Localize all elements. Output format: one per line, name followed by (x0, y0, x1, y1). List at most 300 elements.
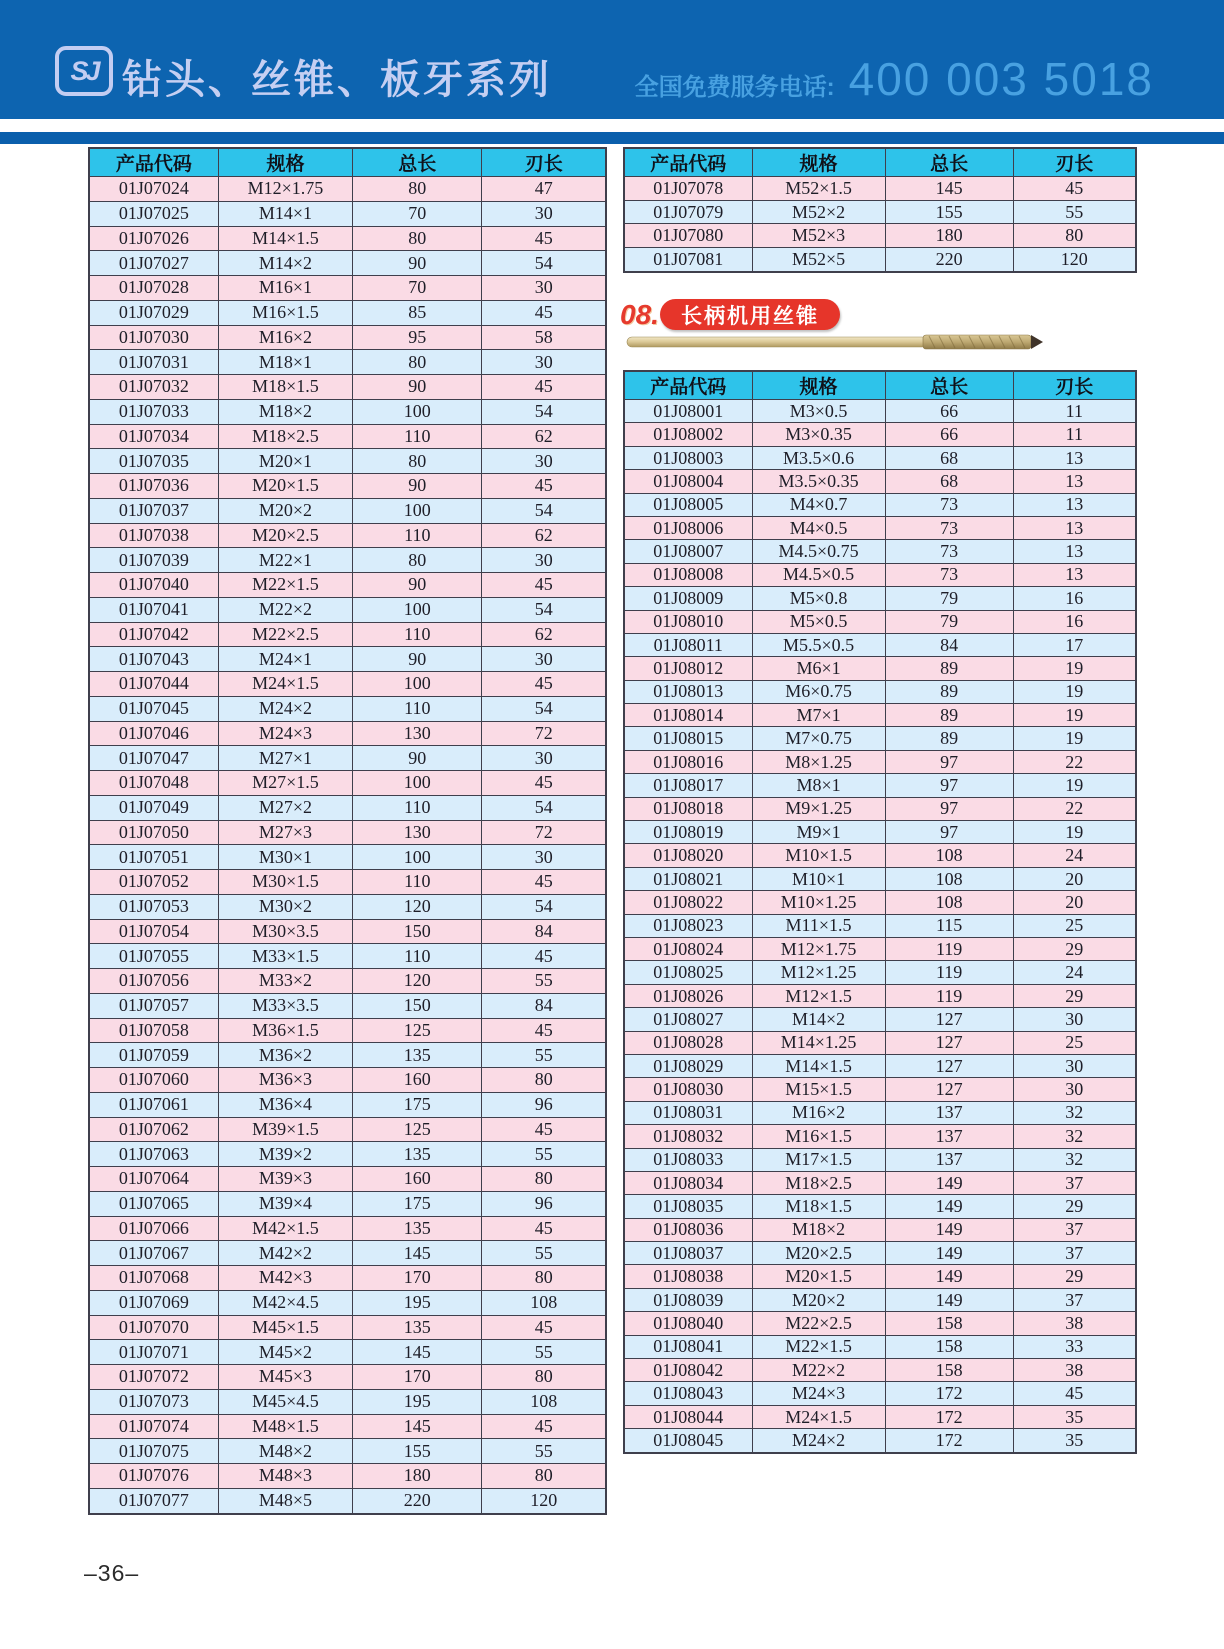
table-row (89, 696, 606, 721)
table-row (89, 1216, 606, 1241)
table-cell: 72 (482, 820, 606, 845)
table-cell: M24×2 (218, 696, 352, 721)
table-row (89, 672, 606, 697)
table-cell: 47 (482, 177, 606, 202)
table-row (624, 470, 1136, 493)
table-row (89, 1315, 606, 1340)
table-cell: 70 (353, 201, 482, 226)
table-cell: M45×2 (218, 1340, 352, 1365)
table-cell: M18×1.5 (752, 1195, 885, 1218)
table-cell: 80 (1013, 224, 1136, 248)
table-row (89, 226, 606, 251)
table-cell: 01J07046 (89, 721, 218, 746)
table-row (89, 1018, 606, 1043)
section-title-label: 长柄机用丝锥 (681, 304, 819, 328)
table-cell: 45 (482, 474, 606, 499)
table-row (89, 1266, 606, 1291)
table-row (624, 610, 1136, 633)
header-divider (0, 132, 1224, 144)
table-row (624, 493, 1136, 516)
table-cell: M10×1.25 (752, 891, 885, 914)
table-cell: M10×1.5 (752, 844, 885, 867)
table-cell: 32 (1013, 1101, 1136, 1124)
table-cell: 150 (353, 919, 482, 944)
table-cell: 01J08040 (624, 1312, 752, 1335)
table-cell: M16×1.5 (752, 1125, 885, 1148)
table-cell: 01J07038 (89, 523, 218, 548)
table-cell: 45 (482, 1216, 606, 1241)
table-header-row (89, 148, 606, 177)
table-cell: M12×1.25 (752, 961, 885, 984)
table-row (89, 1241, 606, 1266)
table-cell: M3.5×0.35 (752, 470, 885, 493)
table-row (89, 1464, 606, 1489)
table-cell: M24×1.5 (218, 672, 352, 697)
table-row (89, 1340, 606, 1365)
table-row (89, 870, 606, 895)
table-cell: 149 (885, 1288, 1013, 1311)
table-cell: 30 (482, 845, 606, 870)
table-cell: 68 (885, 470, 1013, 493)
table-cell: M45×4.5 (218, 1389, 352, 1414)
column-header: 刃长 (482, 148, 606, 177)
table-cell: 45 (482, 870, 606, 895)
table-cell: 01J07074 (89, 1414, 218, 1439)
table-cell: 01J08017 (624, 774, 752, 797)
table-cell: 120 (1013, 248, 1136, 272)
table-cell: 19 (1013, 727, 1136, 750)
table-cell: 01J07048 (89, 771, 218, 796)
table-cell: 01J07079 (624, 200, 752, 224)
table-cell: 01J07050 (89, 820, 218, 845)
table-cell: 45 (1013, 177, 1136, 201)
table-cell: 01J08009 (624, 587, 752, 610)
table-cell: 01J07033 (89, 399, 218, 424)
table-cell: 01J07081 (624, 248, 752, 272)
table-cell: 158 (885, 1312, 1013, 1335)
table-cell: 01J08038 (624, 1265, 752, 1288)
table-row (89, 251, 606, 276)
table-row (89, 919, 606, 944)
table-row (89, 1068, 606, 1093)
table-cell: M9×1.25 (752, 797, 885, 820)
table-cell: 01J07056 (89, 969, 218, 994)
table-cell: 01J08005 (624, 493, 752, 516)
table-cell: M6×1 (752, 657, 885, 680)
table-cell: 01J07080 (624, 224, 752, 248)
table-cell: 45 (482, 1018, 606, 1043)
table-cell: 01J07028 (89, 276, 218, 301)
table-cell: 84 (482, 993, 606, 1018)
table-cell: 01J07071 (89, 1340, 218, 1365)
table-cell: 89 (885, 704, 1013, 727)
table-cell: 160 (353, 1068, 482, 1093)
table-cell: 01J07039 (89, 548, 218, 573)
table-row (624, 797, 1136, 820)
table-cell: 55 (482, 1142, 606, 1167)
section-title-badge (660, 299, 840, 330)
table-cell: 30 (482, 201, 606, 226)
table-cell: 145 (353, 1340, 482, 1365)
table-cell: 108 (885, 891, 1013, 914)
table-cell: M18×2.5 (752, 1171, 885, 1194)
table-cell: 25 (1013, 914, 1136, 937)
table-cell: M22×2 (218, 597, 352, 622)
table-cell: 01J07037 (89, 498, 218, 523)
table-cell: 54 (482, 795, 606, 820)
table-cell: 45 (482, 300, 606, 325)
table-cell: 127 (885, 1008, 1013, 1031)
table-row (624, 633, 1136, 656)
table-row (624, 1382, 1136, 1405)
table-cell: 30 (482, 647, 606, 672)
column-header: 规格 (752, 371, 885, 400)
table-row (624, 1031, 1136, 1054)
table-cell: 62 (482, 622, 606, 647)
spec-table-left (88, 147, 607, 1515)
table-cell: 01J07047 (89, 746, 218, 771)
table-cell: 01J08016 (624, 750, 752, 773)
table-row (624, 844, 1136, 867)
table-cell: 37 (1013, 1218, 1136, 1241)
table-cell: 73 (885, 540, 1013, 563)
table-cell: 90 (353, 251, 482, 276)
table-cell: M45×3 (218, 1365, 352, 1390)
table-row (624, 540, 1136, 563)
table-cell: 01J07026 (89, 226, 218, 251)
table-row (89, 375, 606, 400)
table-cell: 97 (885, 821, 1013, 844)
table-row (624, 1359, 1136, 1382)
table-row (89, 622, 606, 647)
table-cell: 220 (885, 248, 1013, 272)
table-cell: 25 (1013, 1031, 1136, 1054)
table-cell: M22×1.5 (752, 1335, 885, 1358)
table-cell: 120 (353, 894, 482, 919)
table-cell: 01J07030 (89, 325, 218, 350)
table-cell: 30 (1013, 1008, 1136, 1031)
table-cell: M20×2.5 (218, 523, 352, 548)
column-header: 刃长 (1013, 148, 1136, 177)
table-cell: 79 (885, 587, 1013, 610)
table-row (89, 1142, 606, 1167)
table-cell: 01J07068 (89, 1266, 218, 1291)
table-cell: M39×1.5 (218, 1117, 352, 1142)
table-row (89, 177, 606, 202)
table-cell: 16 (1013, 587, 1136, 610)
table-cell: 01J08002 (624, 423, 752, 446)
table-cell: 01J07063 (89, 1142, 218, 1167)
table-row (624, 937, 1136, 960)
table-cell: M30×1.5 (218, 870, 352, 895)
table-cell: 01J08041 (624, 1335, 752, 1358)
table-cell: 01J08021 (624, 867, 752, 890)
table-row (89, 1167, 606, 1192)
table-row (624, 1288, 1136, 1311)
table-cell: 220 (353, 1488, 482, 1514)
table-cell: 149 (885, 1242, 1013, 1265)
column-header: 产品代码 (624, 148, 752, 177)
table-row (89, 647, 606, 672)
table-cell: 90 (353, 647, 482, 672)
table-row (89, 969, 606, 994)
table-cell: 137 (885, 1101, 1013, 1124)
table-cell: 01J08030 (624, 1078, 752, 1101)
table-cell: 45 (482, 573, 606, 598)
table-cell: 45 (482, 1414, 606, 1439)
table-cell: 100 (353, 771, 482, 796)
table-cell: M16×2 (218, 325, 352, 350)
table-cell: 108 (482, 1290, 606, 1315)
table-cell: 01J08010 (624, 610, 752, 633)
table-cell: 45 (482, 1117, 606, 1142)
table-cell: 01J07053 (89, 894, 218, 919)
table-row (89, 548, 606, 573)
table-cell: 90 (353, 375, 482, 400)
table-cell: 11 (1013, 400, 1136, 423)
table-cell: 01J08043 (624, 1382, 752, 1405)
table-cell: 70 (353, 276, 482, 301)
service-phone (635, 52, 1154, 106)
table-cell: M22×2 (752, 1359, 885, 1382)
table-cell: 19 (1013, 774, 1136, 797)
table-cell: 130 (353, 820, 482, 845)
table-cell: 30 (482, 350, 606, 375)
table-row (89, 201, 606, 226)
table-cell: 180 (885, 224, 1013, 248)
table-cell: M24×1.5 (752, 1405, 885, 1428)
table-cell: 01J07041 (89, 597, 218, 622)
table-cell: M4.5×0.75 (752, 540, 885, 563)
column-header: 产品代码 (89, 148, 218, 177)
table-cell: 01J08019 (624, 821, 752, 844)
table-cell: M16×2 (752, 1101, 885, 1124)
table-cell: 68 (885, 446, 1013, 469)
table-cell: M52×3 (752, 224, 885, 248)
table-row (89, 523, 606, 548)
table-cell: 01J07073 (89, 1389, 218, 1414)
table-cell: 80 (482, 1266, 606, 1291)
table-cell: 01J08037 (624, 1242, 752, 1265)
table-cell: M12×1.75 (752, 937, 885, 960)
table-cell: 01J07075 (89, 1439, 218, 1464)
table-cell: 01J08003 (624, 446, 752, 469)
table-cell: M33×2 (218, 969, 352, 994)
table-row (624, 750, 1136, 773)
table-row (89, 1414, 606, 1439)
table-cell: 54 (482, 597, 606, 622)
table-cell: 145 (353, 1414, 482, 1439)
table-row (89, 1191, 606, 1216)
table-cell: 01J08031 (624, 1101, 752, 1124)
column-header: 刃长 (1013, 371, 1136, 400)
table-cell: 110 (353, 622, 482, 647)
table-cell: M6×0.75 (752, 680, 885, 703)
table-cell: 13 (1013, 563, 1136, 586)
table-row (89, 1365, 606, 1390)
table-cell: M22×2.5 (218, 622, 352, 647)
table-cell: 01J07055 (89, 944, 218, 969)
table-row (89, 350, 606, 375)
table-cell: 01J08023 (624, 914, 752, 937)
table-cell: 135 (353, 1043, 482, 1068)
table-cell: 195 (353, 1389, 482, 1414)
table-cell: 54 (482, 251, 606, 276)
table-cell: M14×1.5 (218, 226, 352, 251)
table-cell: 160 (353, 1167, 482, 1192)
table-cell: M14×1.25 (752, 1031, 885, 1054)
table-cell: 54 (482, 498, 606, 523)
table-cell: 73 (885, 563, 1013, 586)
table-cell: M20×1 (218, 449, 352, 474)
table-cell: M4.5×0.5 (752, 563, 885, 586)
table-cell: 17 (1013, 633, 1136, 656)
table-cell: M8×1 (752, 774, 885, 797)
table-row (624, 774, 1136, 797)
table-row (624, 1101, 1136, 1124)
table-cell: 37 (1013, 1242, 1136, 1265)
table-cell: M20×2.5 (752, 1242, 885, 1265)
table-cell: 110 (353, 795, 482, 820)
table-cell: 135 (353, 1142, 482, 1167)
table-cell: 45 (482, 771, 606, 796)
table-cell: 01J07031 (89, 350, 218, 375)
table-cell: M16×1 (218, 276, 352, 301)
table-cell: 01J08018 (624, 797, 752, 820)
table-cell: 20 (1013, 867, 1136, 890)
table-cell: M30×3.5 (218, 919, 352, 944)
table-cell: 135 (353, 1315, 482, 1340)
table-cell: 19 (1013, 704, 1136, 727)
table-row (624, 516, 1136, 539)
table-cell: 145 (353, 1241, 482, 1266)
table-cell: M52×1.5 (752, 177, 885, 201)
table-cell: 01J08036 (624, 1218, 752, 1241)
table-cell: 127 (885, 1054, 1013, 1077)
table-cell: M5×0.5 (752, 610, 885, 633)
table-cell: 62 (482, 523, 606, 548)
table-cell: M3.5×0.6 (752, 446, 885, 469)
table-cell: 58 (482, 325, 606, 350)
table-row (624, 1218, 1136, 1241)
table-cell: M39×4 (218, 1191, 352, 1216)
table-cell: M12×1.75 (218, 177, 352, 202)
table-row (624, 1405, 1136, 1428)
table-cell: 01J07029 (89, 300, 218, 325)
table-cell: M27×1.5 (218, 771, 352, 796)
table-row (624, 200, 1136, 224)
table-row (624, 446, 1136, 469)
table-cell: 30 (482, 449, 606, 474)
table-cell: 85 (353, 300, 482, 325)
table-cell: 01J08004 (624, 470, 752, 493)
table-cell: 01J08034 (624, 1171, 752, 1194)
table-row (89, 894, 606, 919)
table-cell: M30×1 (218, 845, 352, 870)
table-row (89, 721, 606, 746)
table-cell: 80 (482, 1167, 606, 1192)
table-cell: M36×1.5 (218, 1018, 352, 1043)
table-row (89, 820, 606, 845)
table-cell: M10×1 (752, 867, 885, 890)
table-cell: M16×1.5 (218, 300, 352, 325)
table-cell: 37 (1013, 1171, 1136, 1194)
table-cell: 37 (1013, 1288, 1136, 1311)
table-cell: M18×1.5 (218, 375, 352, 400)
table-cell: M8×1.25 (752, 750, 885, 773)
table-cell: 01J08007 (624, 540, 752, 563)
table-row (624, 1242, 1136, 1265)
table-cell: 110 (353, 523, 482, 548)
table-cell: 79 (885, 610, 1013, 633)
table-cell: 35 (1013, 1405, 1136, 1428)
table-cell: 170 (353, 1365, 482, 1390)
table-row (89, 795, 606, 820)
table-cell: 80 (353, 449, 482, 474)
table-cell: 80 (353, 177, 482, 202)
table-cell: 22 (1013, 750, 1136, 773)
table-cell: 84 (482, 919, 606, 944)
table-row (89, 746, 606, 771)
table-cell: M33×3.5 (218, 993, 352, 1018)
spec-table-right-top (623, 147, 1137, 273)
table-cell: 01J08035 (624, 1195, 752, 1218)
table-cell: 150 (353, 993, 482, 1018)
table-row (624, 891, 1136, 914)
table-cell: M3×0.35 (752, 423, 885, 446)
table-row (624, 587, 1136, 610)
table-row (89, 399, 606, 424)
table-row (624, 224, 1136, 248)
table-cell: 13 (1013, 470, 1136, 493)
tap-product-image (625, 328, 1045, 356)
table-cell: 66 (885, 423, 1013, 446)
table-cell: M24×1 (218, 647, 352, 672)
table-cell: 01J07069 (89, 1290, 218, 1315)
table-cell: 45 (482, 375, 606, 400)
table-cell: 01J08011 (624, 633, 752, 656)
table-cell: M12×1.5 (752, 984, 885, 1007)
table-row (89, 424, 606, 449)
table-cell: 158 (885, 1335, 1013, 1358)
table-row (624, 248, 1136, 272)
table-cell: M4×0.5 (752, 516, 885, 539)
column-header: 总长 (885, 148, 1013, 177)
table-row (89, 1117, 606, 1142)
table-cell: 95 (353, 325, 482, 350)
table-cell: M7×1 (752, 704, 885, 727)
table-cell: 100 (353, 845, 482, 870)
table-cell: 84 (885, 633, 1013, 656)
brand-logo-text: SJ (70, 55, 98, 86)
table-cell: 180 (353, 1464, 482, 1489)
table-cell: M20×2 (218, 498, 352, 523)
table-cell: 01J07060 (89, 1068, 218, 1093)
table-cell: M24×3 (218, 721, 352, 746)
table-cell: M14×2 (752, 1008, 885, 1031)
table-cell: M20×1.5 (218, 474, 352, 499)
table-cell: 62 (482, 424, 606, 449)
table-cell: 01J08013 (624, 680, 752, 703)
table-row (624, 1171, 1136, 1194)
table-row (624, 400, 1136, 423)
table-cell: 01J08027 (624, 1008, 752, 1031)
page-number: –36– (84, 1560, 140, 1586)
table-row (624, 563, 1136, 586)
table-row (89, 597, 606, 622)
table-cell: 01J08045 (624, 1429, 752, 1453)
table-cell: 19 (1013, 821, 1136, 844)
